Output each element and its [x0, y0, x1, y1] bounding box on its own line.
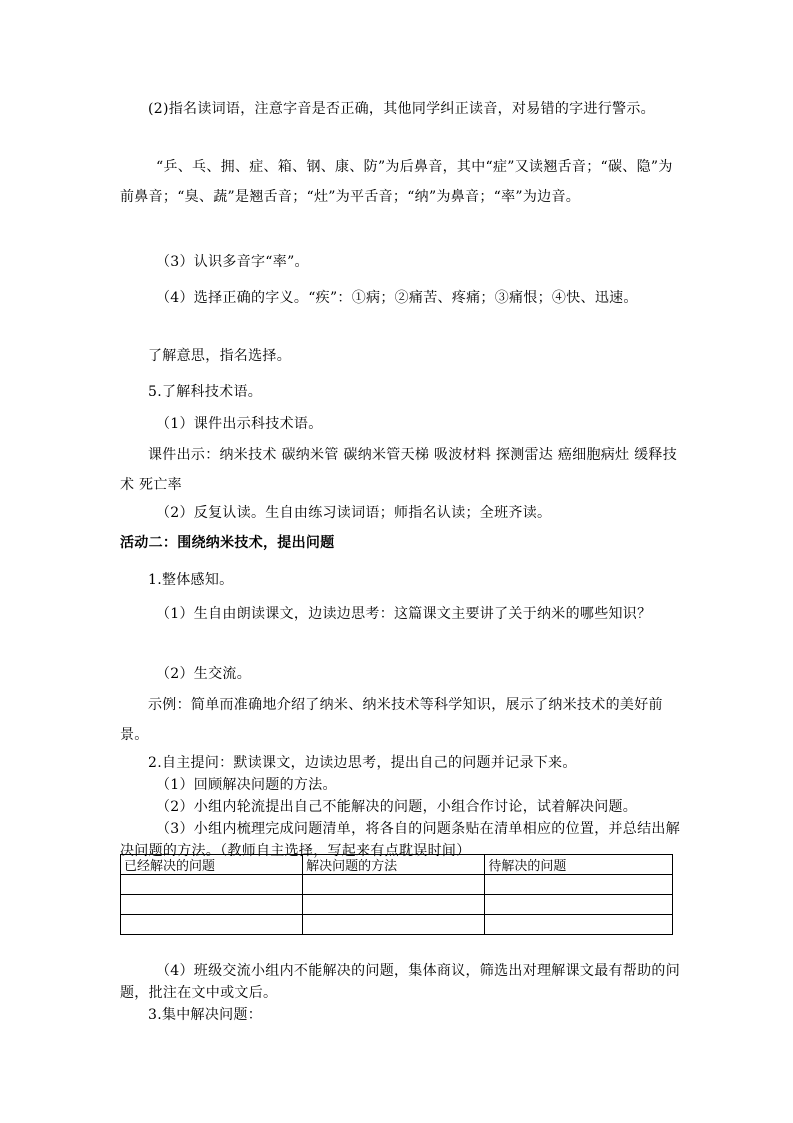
table-row	[121, 915, 673, 935]
paragraph: （1）生自由朗读课文，边读边思考：这篇课文主要讲了关于纳米的哪些知识？	[156, 606, 652, 622]
table-cell	[303, 895, 485, 915]
table-cell	[121, 915, 303, 935]
paragraph: （1）回顾解决问题的方法。	[156, 777, 337, 793]
column-header: 已经解决的问题	[121, 855, 303, 875]
paragraph: 了解意思，指名选择。	[148, 348, 291, 364]
paragraph: （4）班级交流小组内不能解决的问题，集体商议，筛选出对理解课文最有帮助的问题，批注在文中或文后。	[120, 963, 681, 1001]
table-row	[121, 875, 673, 895]
table-cell	[121, 875, 303, 895]
section-item: 3.集中解决问题：	[148, 1007, 263, 1023]
paragraph: （3）小组内梳理完成问题清单，将各自的问题条贴在清单相应的位置，并总结出解决问题的方法。（教师自主选择，写起来有点耽误时间）	[120, 821, 681, 859]
column-header: 解决问题的方法	[303, 855, 485, 875]
column-header: 待解决的问题	[485, 855, 673, 875]
section-item: 1.整体感知。	[148, 572, 234, 588]
table-header-row	[121, 855, 673, 875]
paragraph: （2）反复认读。生自由练习读词语；师指名认读；全班齐读。	[156, 505, 552, 521]
table-cell	[485, 875, 673, 895]
paragraph: （1）课件出示科技术语。	[156, 416, 323, 432]
paragraph: （3）认识多音字“率”。	[156, 254, 309, 270]
paragraph: (2)指名读词语，注意字音是否正确，其他同学纠正读音，对易错的字进行警示。	[148, 101, 655, 117]
section-item: 2.自主提问：默读课文，边读边思考，提出自己的问题并记录下来。	[148, 755, 577, 771]
question-list-table	[120, 854, 673, 935]
table-row	[121, 895, 673, 915]
table-cell	[485, 915, 673, 935]
paragraph: （2）小组内轮流提出自己不能解决的问题，小组合作讨论，试着解决问题。	[156, 799, 638, 815]
table-cell	[485, 895, 673, 915]
paragraph: （4）选择正确的字义。“疾”：①病；②痛苦、疼痛；③痛恨；④快、迅速。	[156, 290, 638, 306]
table-cell	[303, 875, 485, 895]
paragraph: 示例：简单而准确地介绍了纳米、纳米技术等科学知识，展示了纳米技术的美好前景。	[120, 697, 663, 743]
section-heading: 活动二：围绕纳米技术，提出问题	[120, 535, 335, 551]
table-cell	[303, 915, 485, 935]
table-cell	[121, 895, 303, 915]
paragraph: （2）生交流。	[156, 666, 252, 682]
paragraph: 课件出示：纳米技术 碳纳米管 碳纳米管天梯 吸波材料 探测雷达 癌细胞病灶 缓释技术 死亡率	[120, 447, 677, 493]
paragraph: “乒、乓、拥、症、箱、钢、康、防”为后鼻音，其中“症”又读翘舌音；“碳、隐”为前鼻音；“臭、蔬”是翘舌音；“灶”为平舌音；“纳”为鼻音；“率”为边音。	[120, 159, 673, 205]
section-item: 5.了解科技术语。	[148, 384, 263, 400]
